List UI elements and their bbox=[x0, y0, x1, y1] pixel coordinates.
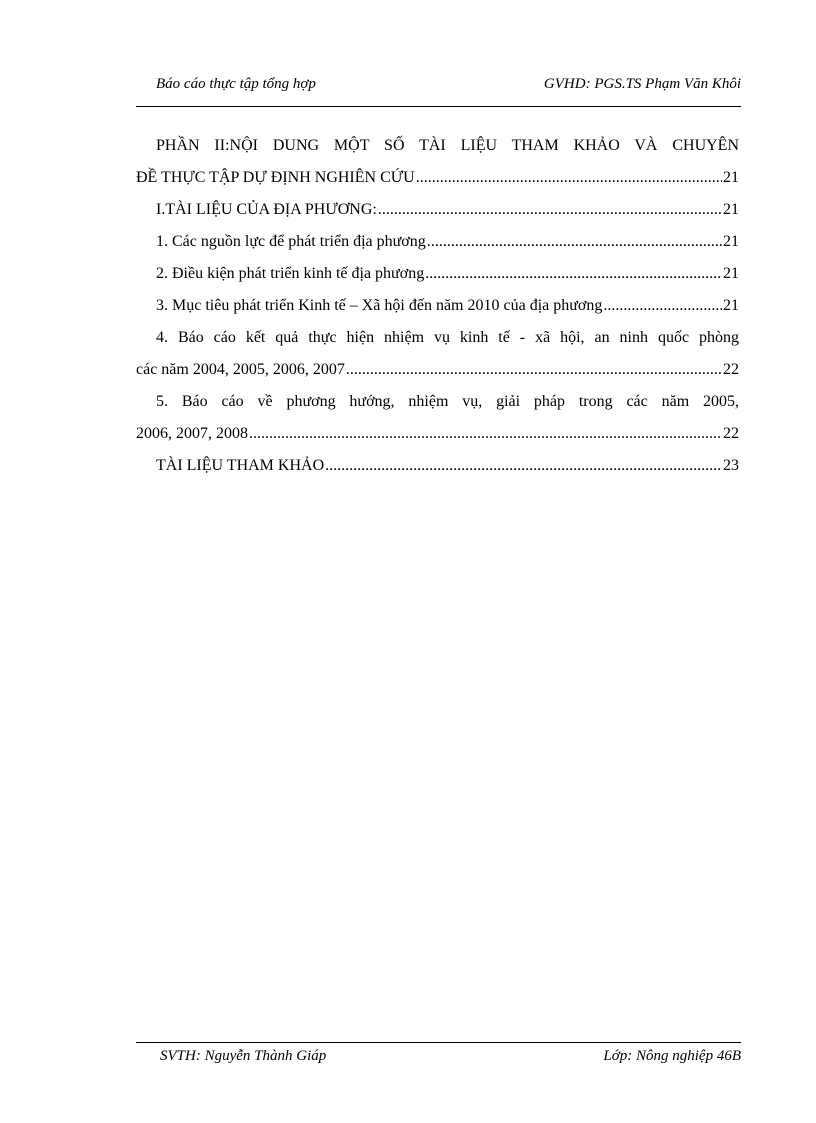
toc-entry-item5-line1: 5. Báo cáo về phương hướng, nhiệm vụ, giải pháp trong các năm 2005, bbox=[156, 393, 739, 410]
toc-entry-item1[interactable] bbox=[136, 226, 739, 258]
toc-leader-dots bbox=[346, 354, 722, 386]
toc-leader-dots bbox=[427, 226, 722, 258]
toc-entry-part2-text: ĐỀ THỰC TẬP DỰ ĐỊNH NGHIÊN CỨU bbox=[136, 169, 415, 186]
page-header bbox=[136, 76, 741, 98]
toc-entry-references[interactable] bbox=[136, 450, 739, 482]
toc-page-number: 21 bbox=[723, 169, 739, 186]
toc-leader-dots bbox=[249, 418, 722, 450]
toc-page-number: 21 bbox=[723, 297, 739, 314]
toc-entry-item4[interactable] bbox=[136, 322, 739, 386]
toc-page-number: 22 bbox=[723, 425, 739, 442]
toc-leader-dots bbox=[603, 290, 722, 322]
toc-entry-part2-line1: PHẦN II:NỘI DUNG MỘT SỐ TÀI LIỆU THAM KHẢO VÀ CHUYÊN bbox=[156, 137, 739, 154]
header-divider bbox=[136, 106, 741, 107]
table-of-contents bbox=[136, 130, 739, 482]
page-footer bbox=[136, 1048, 741, 1070]
toc-entry-text: 2006, 2007, 2008 bbox=[136, 425, 248, 442]
toc-page-number: 23 bbox=[723, 457, 739, 474]
toc-entry-part2[interactable] bbox=[136, 130, 739, 194]
toc-leader-dots bbox=[378, 194, 722, 226]
toc-entry-item3[interactable] bbox=[136, 290, 739, 322]
toc-entry-text: 1. Các nguồn lực để phát triển địa phương bbox=[156, 233, 426, 250]
footer-student: SVTH: Nguyễn Thành Giáp bbox=[160, 1048, 327, 1064]
toc-entry-text: 2. Điều kiện phát triển kinh tế địa phương bbox=[156, 265, 425, 282]
toc-entry-item5-line2 bbox=[136, 418, 739, 450]
toc-leader-dots bbox=[325, 450, 722, 482]
header-supervisor: GVHD: PGS.TS Phạm Văn Khôi bbox=[543, 76, 741, 92]
toc-entry-item5[interactable] bbox=[136, 386, 739, 450]
toc-page-number: 21 bbox=[723, 265, 739, 282]
toc-entry-item4-line2 bbox=[136, 354, 739, 386]
toc-entry-part2-line2 bbox=[136, 162, 739, 194]
header-report-title: Báo cáo thực tập tổng hợp bbox=[156, 76, 316, 92]
footer-divider bbox=[136, 1042, 741, 1043]
toc-entry-text: I.TÀI LIỆU CỦA ĐỊA PHƯƠNG: bbox=[156, 201, 377, 218]
toc-entry-item2[interactable] bbox=[136, 258, 739, 290]
toc-entry-item4-line1: 4. Báo cáo kết quả thực hiện nhiệm vụ kinh tế - xã hội, an ninh quốc phòng bbox=[156, 329, 739, 346]
toc-page-number: 22 bbox=[723, 361, 739, 378]
toc-entry-section1[interactable] bbox=[136, 194, 739, 226]
footer-class: Lớp: Nông nghiệp 46B bbox=[603, 1048, 741, 1064]
toc-leader-dots bbox=[425, 258, 722, 290]
toc-entry-text: TÀI LIỆU THAM KHẢO bbox=[156, 457, 325, 474]
toc-leader-dots bbox=[416, 162, 722, 194]
toc-page-number: 21 bbox=[723, 201, 739, 218]
toc-page-number: 21 bbox=[723, 233, 739, 250]
toc-entry-text: 3. Mục tiêu phát triển Kinh tế – Xã hội đến năm 2010 của địa phương bbox=[156, 297, 603, 314]
toc-entry-text: các năm 2004, 2005, 2006, 2007 bbox=[136, 361, 345, 378]
